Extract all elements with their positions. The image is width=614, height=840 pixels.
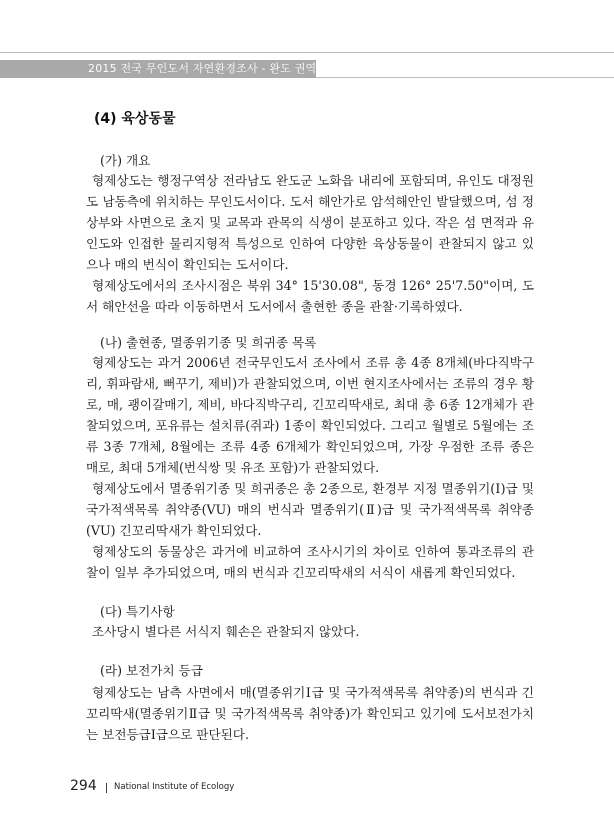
paragraph: 조사당시 별다른 서식지 훼손은 관찰되지 않았다. <box>92 624 360 639</box>
page-number: 294 <box>70 778 97 794</box>
paragraph: 형제상도에서 멸종위기종 및 희귀종은 총 2종으로, 환경부 지정 멸종위기(Ⅰ)급 및 국가적색목록 취약종(VU) 매의 번식과 멸종위기(Ⅱ)급 및 국가적색목록 취약종(VU) 긴꼬리딱새가 확인되었다. <box>86 481 534 538</box>
subsection-heading-overview: (가) 개요 <box>100 153 151 168</box>
paragraph: 형제상도에서의 조사시점은 북위 34° 15'30.08", 동경 126° 25'7.50"이며, 도서 해안선을 따라 이동하면서 도서에서 출현한 종을 관찰·기록하였다. <box>86 278 534 314</box>
subsection-heading-conservation-grade: (라) 보전가치 등급 <box>100 663 203 678</box>
paragraph: 형제상도는 남측 사면에서 매(멸종위기Ⅰ급 및 국가적색목록 취약종)의 번식과 긴꼬리딱새(멸종위기Ⅱ급 및 국가적색목록 취약종)가 확인되고 있기에 도서보전가치는 보전등급Ⅰ급으로 판단된다. <box>86 685 534 742</box>
subsection-heading-special-notes: (다) 특기사항 <box>100 604 175 619</box>
top-rule <box>0 52 614 53</box>
running-header-rule <box>316 77 614 78</box>
overview-text <box>86 170 534 317</box>
species-list-text <box>86 352 534 583</box>
running-header-title: 2015 전국 무인도서 자연환경조사 - 완도 권역 <box>88 62 317 75</box>
special-notes-text <box>86 621 534 642</box>
section-title: (4) 육상동물 <box>94 111 176 127</box>
footer-organization: National Institute of Ecology <box>114 782 235 792</box>
subsection-heading-species-list: (나) 출현종, 멸종위기종 및 희귀종 목록 <box>100 335 317 350</box>
paragraph: 형제상도는 행정구역상 전라남도 완도군 노화읍 내리에 포함되며, 유인도 대정원도 남동측에 위치하는 무인도서이다. 도서 해안가로 암석해안인 발달했으며, 섬 정상부와 사면으로 초지 및 교목과 관목의 식생이 분포하고 있다. 작은 섬 면적과 유인도와 인접한 물리지형적 특성으로 인하여 다양한 육상동물이 관찰되지 않고 있으나 매의 번식이 확인되는 도서이다. <box>86 173 534 272</box>
conservation-grade-text <box>86 682 534 745</box>
paragraph: 형제상도는 과거 2006년 전국무인도서 조사에서 조류 총 4종 8개체(바다직박구리, 휘파람새, 뻐꾸기, 제비)가 관찰되었으며, 이번 현지조사에서는 조류의 경우 황로, 매, 괭이갈매기, 제비, 바다직박구리, 긴꼬리딱새로, 최대 총 6종 12개체가 관찰되었으며, 포유류는 설치류(쥐과) 1종이 확인되었다. 그리고 월별로 5월에는 조류 3종 7개체, 8월에는 조류 4종 6개체가 확인되었으며, 가장 우점한 조류 종은 매로, 최대 5개체(번식쌍 및 유조 포함)가 관찰되었다. <box>86 355 534 475</box>
footer-separator <box>106 783 107 793</box>
paragraph: 형제상도의 동물상은 과거에 비교하여 조사시기의 차이로 인하여 통과조류의 관찰이 일부 추가되었으며, 매의 번식과 긴꼬리딱새의 서식이 새롭게 확인되었다. <box>86 544 534 580</box>
